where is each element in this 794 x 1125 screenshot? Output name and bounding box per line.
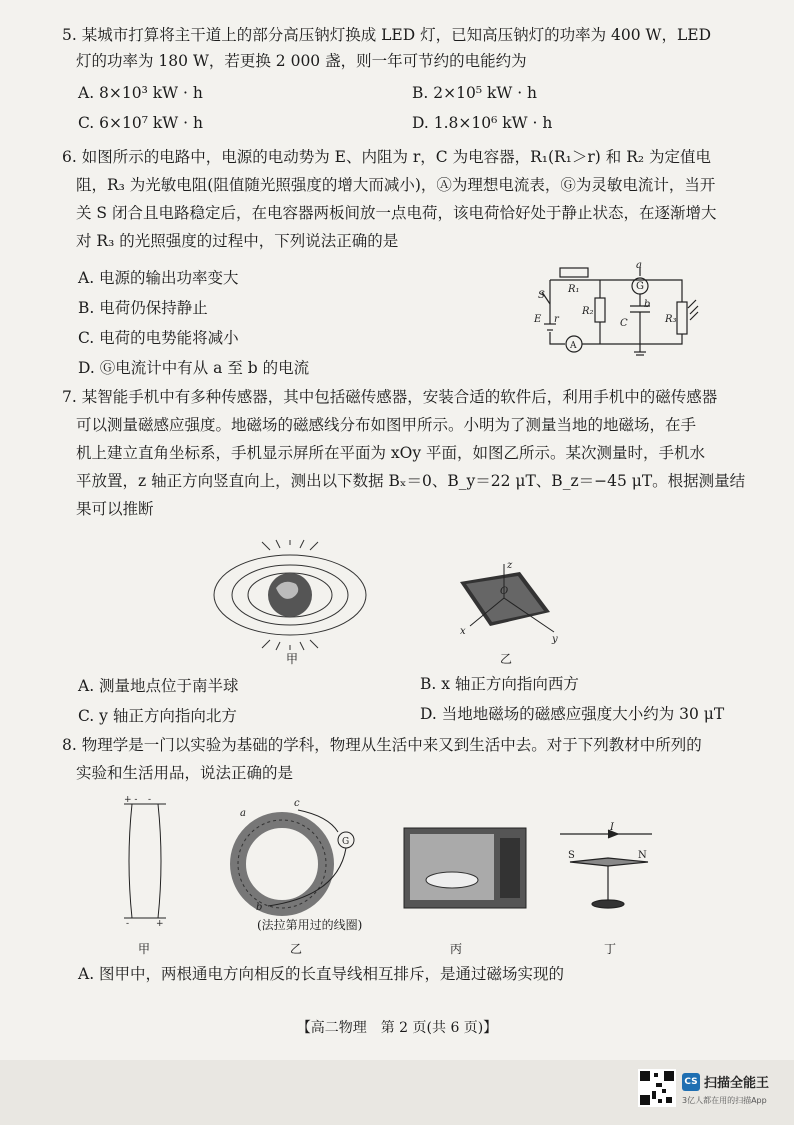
label-r2: R₂ <box>582 306 594 317</box>
microwave-figure <box>400 818 530 918</box>
label-b: b <box>644 299 651 310</box>
q6-line2: 阻，R₃ 为光敏电阻(阻值随光照强度的增大而减小)，Ⓐ为理想电流表，Ⓖ为灵敏电流计，当开 <box>76 176 716 194</box>
label-g: G <box>636 281 644 292</box>
q6-line4: 对 R₃ 的光照强度的过程中，下列说法正确的是 <box>76 232 399 250</box>
caption-jia-q8: 甲 <box>138 942 151 956</box>
parallel-wires-figure <box>120 795 170 929</box>
q7-line4: 平放置，z 轴正方向竖直向上，测出以下数据 Bₓ＝0、B_y＝22 μT、B_z＝−45 μT。根据测量结 <box>76 472 746 490</box>
qr-code-icon <box>638 1069 676 1107</box>
q5-option-d: D. 1.8×10⁶ kW · h <box>412 114 553 132</box>
q6-line3: 关 S 闭合且电路稳定后，在电容器两板间放一点电荷，该电荷恰好处于静止状态，在逐渐增大 <box>76 204 717 222</box>
label-c: C <box>620 318 628 329</box>
label-e: E <box>534 314 542 325</box>
q7-line1: 7. 某智能手机中有多种传感器，其中包括磁传感器，安装合适的软件后，利用手机中的磁传感器 <box>62 388 718 406</box>
faraday-coil-figure <box>228 798 368 916</box>
compass-label-n: N <box>638 850 647 861</box>
compass-figure <box>560 822 660 912</box>
q7-line2: 可以测量磁感应强度。地磁场的磁感线分布如图甲所示。小明为了测量当地的地磁场，在手 <box>76 416 697 434</box>
q7-option-a: A. 测量地点位于南半球 <box>78 677 239 695</box>
q8-option-a: A. 图甲中，两根通电方向相反的长直导线相互排斥，是通过磁场实现的 <box>78 965 565 983</box>
axis-x: x <box>460 626 466 637</box>
phone-axes-figure <box>450 560 560 645</box>
svg-text:-: - <box>126 919 130 929</box>
q7-line5: 果可以推断 <box>76 500 154 518</box>
camscanner-logo: CS <box>682 1073 700 1091</box>
q6-option-a: A. 电源的输出功率变大 <box>78 269 239 287</box>
coil-label-b: b <box>256 902 263 913</box>
coil-caption: (法拉第用过的线圈) <box>257 918 363 932</box>
caption-yi-q8: 乙 <box>290 942 303 956</box>
caption-ding-q8: 丁 <box>604 942 617 956</box>
scanner-watermark <box>630 1065 790 1120</box>
label-r1: R₁ <box>568 284 580 295</box>
coil-label-g: G <box>342 837 350 847</box>
caption-jia-q7: 甲 <box>286 652 299 666</box>
label-ammeter: A <box>570 341 577 351</box>
svg-text:+ -: + - <box>124 795 138 805</box>
svg-text:+: + <box>156 919 164 929</box>
label-r3: R₃ <box>665 314 677 325</box>
compass-label-i: I <box>610 822 614 833</box>
axis-o: O <box>500 586 509 597</box>
compass-label-s: S <box>568 850 575 861</box>
page-footer: 【高二物理 第 2 页(共 6 页)】 <box>296 1020 498 1036</box>
coil-label-c: c <box>294 798 300 809</box>
q6-option-b: B. 电荷仍保持静止 <box>78 299 208 317</box>
q5-line2: 灯的功率为 180 W，若更换 2 000 盏，则一年可节约的电能约为 <box>76 52 527 70</box>
axis-z: z <box>507 560 513 571</box>
axis-y: y <box>552 634 558 645</box>
label-s: S <box>538 290 545 301</box>
q7-option-d: D. 当地地磁场的磁感应强度大小约为 30 μT <box>420 705 725 723</box>
earth-field-figure <box>210 540 370 650</box>
q7-option-b: B. x 轴正方向指向西方 <box>420 675 579 693</box>
q5-line1: 5. 某城市打算将主干道上的部分高压钠灯换成 LED 灯，已知高压钠灯的功率为 400 W，LED <box>62 26 712 44</box>
caption-yi-q7: 乙 <box>500 652 513 666</box>
circuit-diagram <box>520 262 700 362</box>
svg-text:-: - <box>148 795 152 805</box>
q8-line1: 8. 物理学是一门以实验为基础的学科，物理从生活中来又到生活中去。对于下列教材中所列的 <box>62 736 702 754</box>
q7-option-c: C. y 轴正方向指向北方 <box>78 707 237 725</box>
watermark-title: 扫描全能王 <box>704 1076 770 1091</box>
q5-option-b: B. 2×10⁵ kW · h <box>412 84 538 102</box>
watermark-subtitle: 3亿人都在用的扫描App <box>682 1096 767 1105</box>
q6-option-d: D. Ⓖ电流计中有从 a 至 b 的电流 <box>78 359 310 377</box>
label-a: a <box>636 260 642 271</box>
q7-line3: 机上建立直角坐标系，手机显示屏所在平面为 xOy 平面，如图乙所示。某次测量时，手机水 <box>76 444 706 462</box>
q8-line2: 实验和生活用品，说法正确的是 <box>76 764 294 782</box>
q5-option-c: C. 6×10⁷ kW · h <box>78 114 203 132</box>
q6-line1: 6. 如图所示的电路中，电源的电动势为 E、内阻为 r，C 为电容器，R₁(R₁＞r) 和 R₂ 为定值电 <box>62 148 712 166</box>
q5-option-a: A. 8×10³ kW · h <box>78 84 203 102</box>
q6-option-c: C. 电荷的电势能将减小 <box>78 329 239 347</box>
caption-bing-q8: 丙 <box>450 942 463 956</box>
coil-label-a: a <box>240 808 246 819</box>
label-r: r <box>554 314 559 325</box>
